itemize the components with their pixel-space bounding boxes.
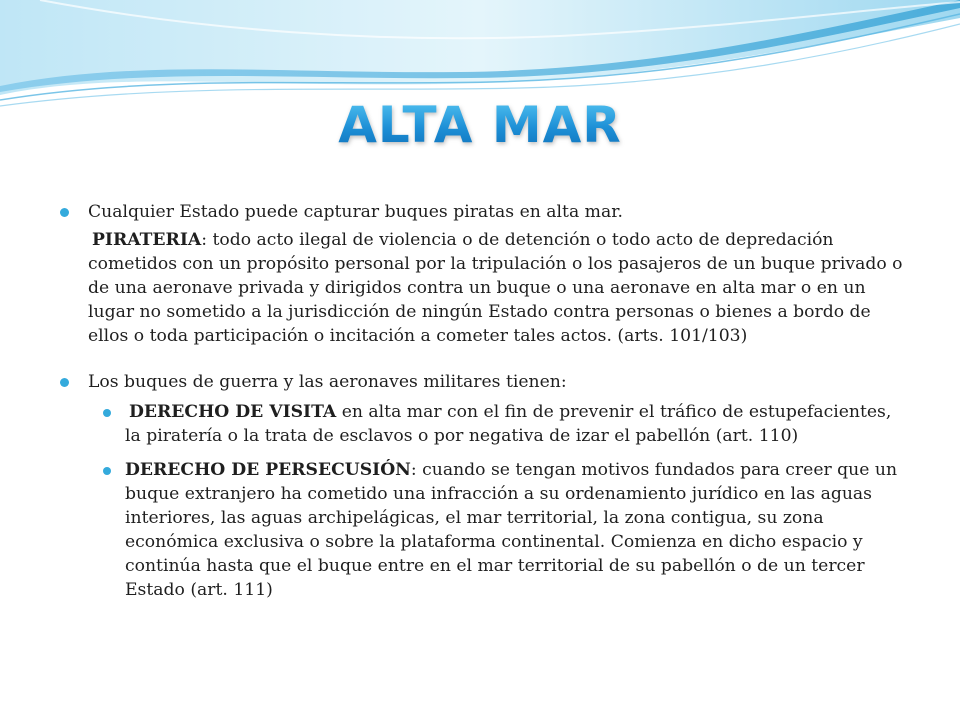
derecho-visita-term: DERECHO DE VISITA bbox=[129, 402, 337, 422]
derecho-persecusion-text: : cuando se tengan motivos fundados para creer que un buque extranjero ha cometido una infracción a su ordenamiento jurídico en las aguas interiores, las aguas archipelágicas, el mar territorial, la zona contigua, su zona económica exclusiva o sobre la plataforma continental. Comienza en dicho espacio y continúa hasta que el buque entre en el mar territorial de su pabellón o de un tercer Estado (art. 111) bbox=[125, 460, 898, 600]
subbullet-derecho-persecusion bbox=[60, 458, 910, 602]
bullet-warships bbox=[60, 370, 910, 394]
derecho-persecusion-term: DERECHO DE PERSECUSIÓN bbox=[125, 460, 411, 480]
bullet-text: Cualquier Estado puede capturar buques piratas en alta mar. bbox=[88, 202, 623, 222]
subbullet-dot-icon bbox=[103, 467, 111, 475]
derecho-visita-text: en alta mar con el fin de prevenir el tráfico de estupefacientes, la piratería o la trata de esclavos o por negativa de izar el pabellón (art. 110) bbox=[125, 402, 892, 446]
bullet-dot-icon bbox=[60, 208, 69, 217]
pirateria-text: : todo acto ilegal de violencia o de detención o todo acto de depredación cometidos con un propósito personal por la tripulación o los pasajeros de un buque privado o de una aeronave privada y dirigidos contra un buque o una aeronave en alta mar o en un lugar no sometido a la jurisdicción de ningún Estado contra personas o bienes a bordo de ellos o toda participación o incitación a cometer tales actos. (arts. 101/103) bbox=[88, 230, 903, 346]
bullet-capture-pirates bbox=[60, 200, 910, 224]
pirateria-definition bbox=[60, 228, 910, 348]
subbullet-derecho-visita bbox=[60, 400, 910, 448]
bullet-dot-icon bbox=[60, 378, 69, 387]
slide-title: ALTA MAR bbox=[0, 96, 960, 154]
slide-body bbox=[60, 200, 910, 602]
bullet-text: Los buques de guerra y las aeronaves militares tienen: bbox=[88, 372, 567, 392]
pirateria-term: PIRATERIA bbox=[92, 230, 202, 250]
subbullet-dot-icon bbox=[103, 409, 111, 417]
